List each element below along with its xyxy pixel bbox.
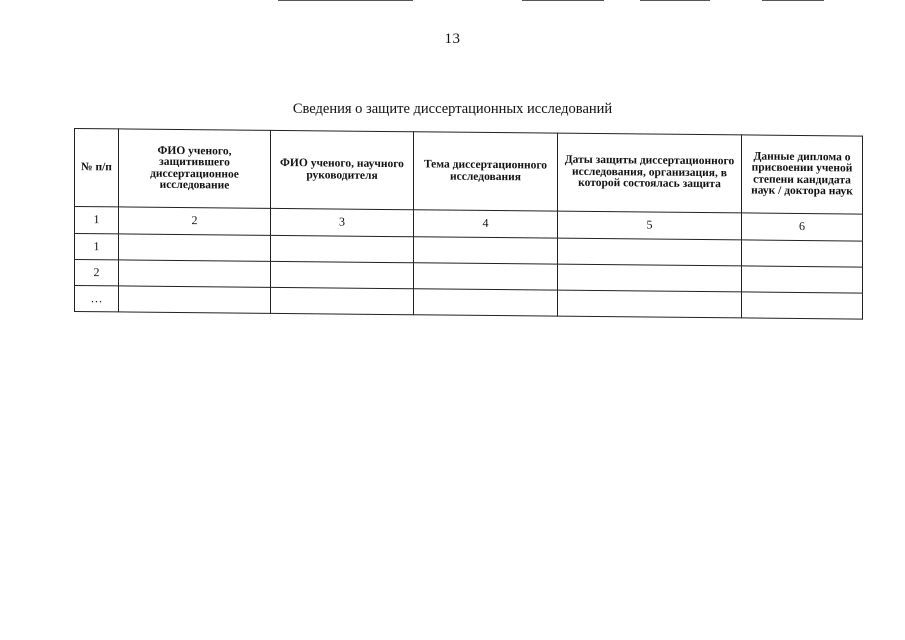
table-cell <box>119 260 271 287</box>
table-cell <box>119 286 271 313</box>
page-number: 13 <box>444 31 461 47</box>
header-defense-dates: Даты защиты диссертационного исследования, организация, в которой состоялась защита <box>558 133 742 213</box>
table-cell <box>414 237 558 264</box>
header-supervisor-name: ФИО ученого, научного руководителя <box>271 130 414 209</box>
header-scientist-name: ФИО ученого, защитившего диссертационное исследование <box>119 129 271 208</box>
table-cell <box>558 238 742 266</box>
table-header-row <box>75 129 863 215</box>
header-dissertation-topic: Тема диссертационного исследования <box>414 132 558 211</box>
table-cell <box>414 289 558 316</box>
column-number-cell: 6 <box>742 213 863 241</box>
table-cell <box>742 266 863 293</box>
scan-edge-line <box>522 0 604 1</box>
table-cell <box>271 261 414 288</box>
column-number-cell: 3 <box>271 208 414 236</box>
table-cell <box>271 235 414 262</box>
table-cell <box>742 240 863 267</box>
table-cell <box>119 234 271 261</box>
column-number-cell: 1 <box>75 207 119 234</box>
document-title: Сведения о защите диссертационных исследований <box>292 101 613 117</box>
table-cell <box>414 263 558 290</box>
column-number-cell: 2 <box>119 207 271 235</box>
column-number-cell: 4 <box>414 210 558 238</box>
row-number-cell: … <box>75 286 119 312</box>
row-number-cell: 1 <box>75 234 119 260</box>
scan-edge-line <box>762 0 824 1</box>
scan-edge-line <box>278 0 413 1</box>
table-cell <box>558 264 742 292</box>
header-diploma-data: Данные диплома о присвоении ученой степени кандидата наук / доктора наук <box>742 135 863 214</box>
table-cell <box>558 290 742 318</box>
defense-info-table <box>74 128 863 320</box>
column-number-cell: 5 <box>558 211 742 240</box>
table-cell <box>271 287 414 314</box>
header-row-number: № п/п <box>75 129 119 207</box>
row-number-cell: 2 <box>75 260 119 286</box>
table-cell <box>742 292 863 319</box>
scan-edge-line <box>640 0 710 1</box>
